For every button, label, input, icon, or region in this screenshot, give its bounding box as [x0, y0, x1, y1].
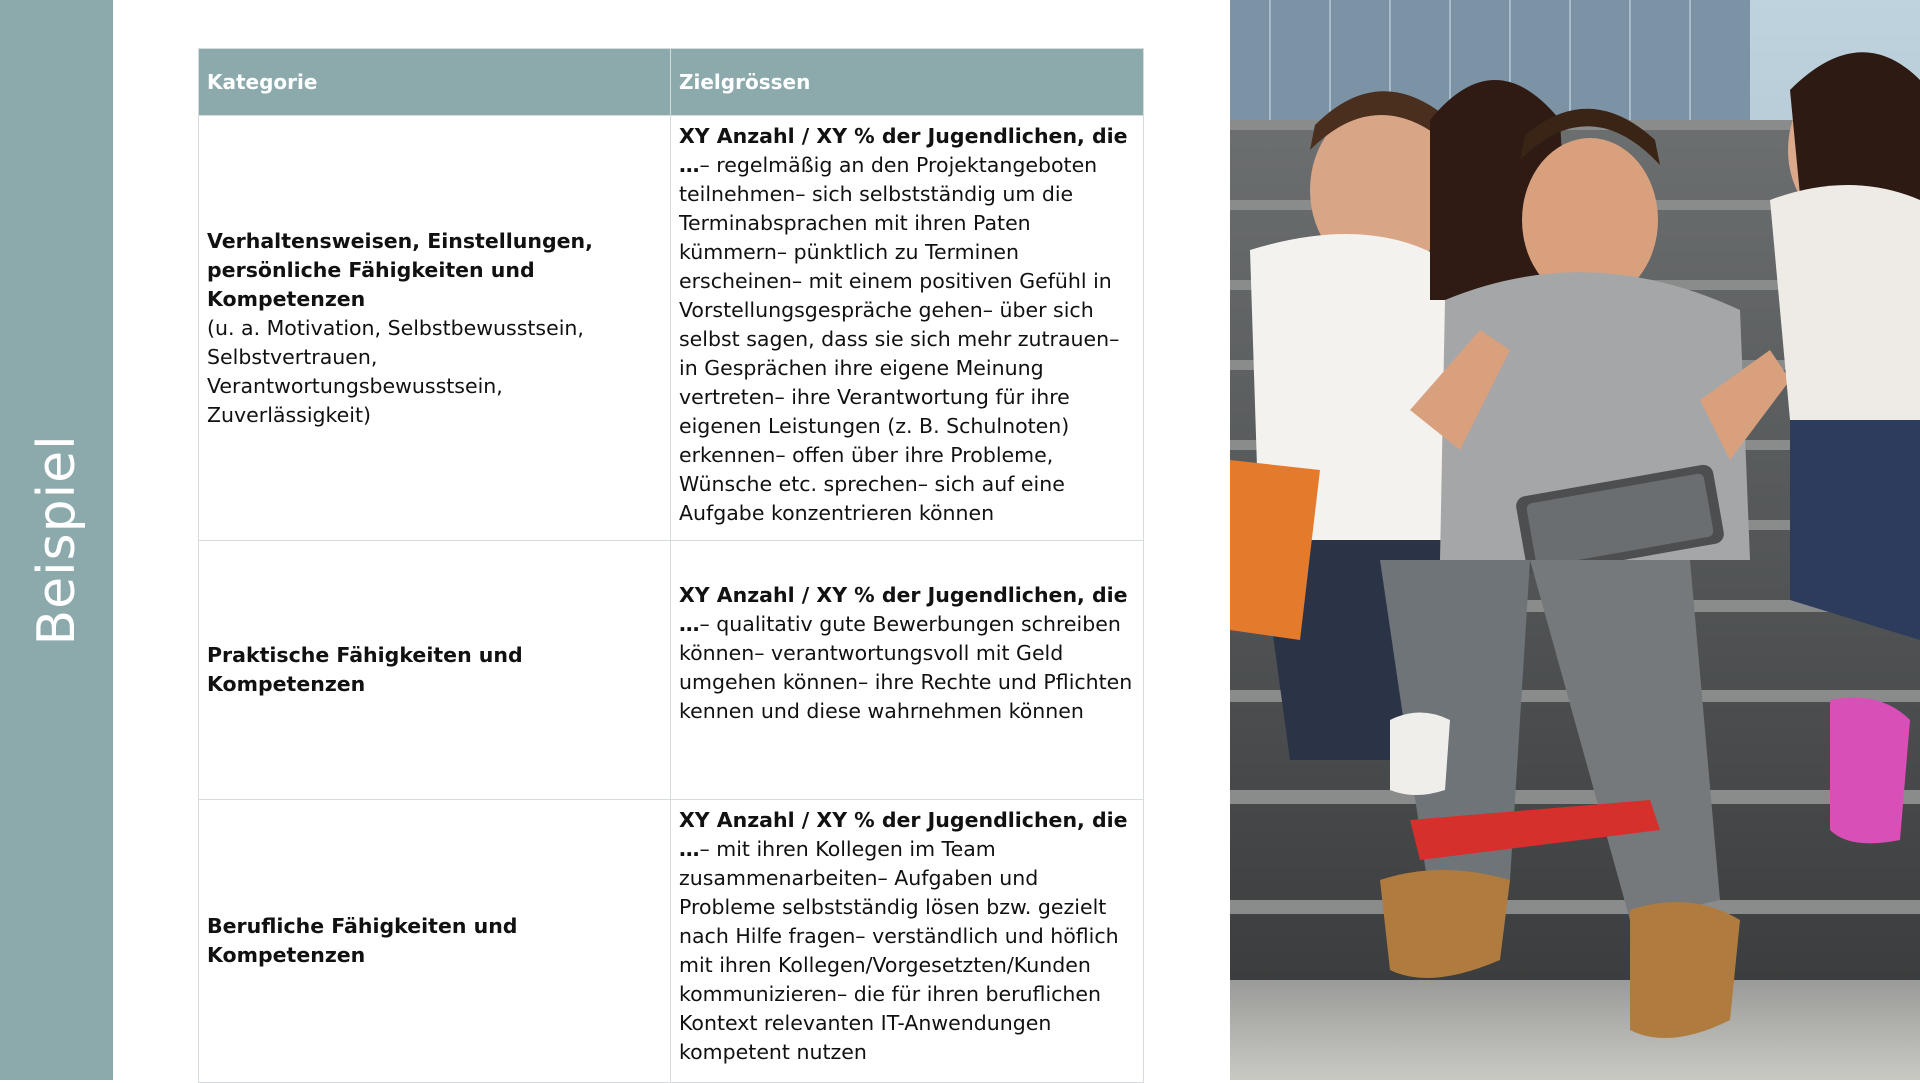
category-cell — [199, 541, 671, 800]
students-photo — [1230, 0, 1920, 1080]
table-row — [199, 541, 1144, 800]
goals-table — [198, 48, 1144, 1083]
sidebar-band — [0, 0, 113, 1080]
table-header-row — [199, 49, 1144, 116]
goal-cell — [671, 541, 1144, 800]
goal-text: – mit ihren Kollegen im Team zusammenarbeiten– Aufgaben und Probleme selbstständig lösen bzw. gezielt nach Hilfe fragen– verständlich und höflich mit ihren Kollegen/Vorgesetzten/Kunden kommunizieren– die für ihren beruflichen Kontext relevanten IT-Anwendungen kompetent nutzen — [679, 837, 1119, 1064]
sidebar-label: Beispiel — [27, 434, 87, 646]
header-zielgroessen: Zielgrössen — [671, 49, 1144, 116]
goal-lead: XY Anzahl / XY % der Jugendlichen, die … — [679, 124, 1128, 177]
goal-cell — [671, 116, 1144, 541]
table-row — [199, 800, 1144, 1083]
category-title: Praktische Fähigkeiten und Kompetenzen — [207, 643, 523, 696]
goal-text: – qualitativ gute Bewerbungen schreiben können– verantwortungsvoll mit Geld umgehen können– ihre Rechte und Pflichten kennen und diese wahrnehmen können — [679, 612, 1133, 723]
category-title: Berufliche Fähigkeiten und Kompetenzen — [207, 914, 518, 967]
category-cell — [199, 116, 671, 541]
category-cell — [199, 800, 671, 1083]
goal-lead: XY Anzahl / XY % der Jugendlichen, die … — [679, 808, 1128, 861]
goal-lead: XY Anzahl / XY % der Jugendlichen, die … — [679, 583, 1128, 636]
table-row — [199, 116, 1144, 541]
goal-text: – regelmäßig an den Projektangeboten teilnehmen– sich selbstständig um die Terminabsprachen mit ihren Paten kümmern– pünktlich zu Terminen erscheinen– mit einem positiven Gefühl in Vorstellungsgespräche gehen– über sich selbst sagen, dass sie sich mehr zutrauen– in Gesprächen ihre eigene Meinung vertreten– ihre Verantwortung für ihre eigenen Leistungen (z. B. Schulnoten) erkennen– offen über ihre Probleme, Wünsche etc. sprechen– sich auf eine Aufgabe konzentrieren können — [679, 153, 1120, 525]
category-detail: (u. a. Motivation, Selbstbewusstsein, Selbstvertrauen, Verantwortungsbewusstsein, Zuverlässigkeit) — [207, 315, 584, 427]
goal-cell — [671, 800, 1144, 1083]
category-title: Verhaltensweisen, Einstellungen, persönliche Fähigkeiten und Kompetenzen — [207, 228, 593, 311]
header-kategorie: Kategorie — [199, 49, 671, 116]
students-illustration — [1230, 0, 1920, 1080]
